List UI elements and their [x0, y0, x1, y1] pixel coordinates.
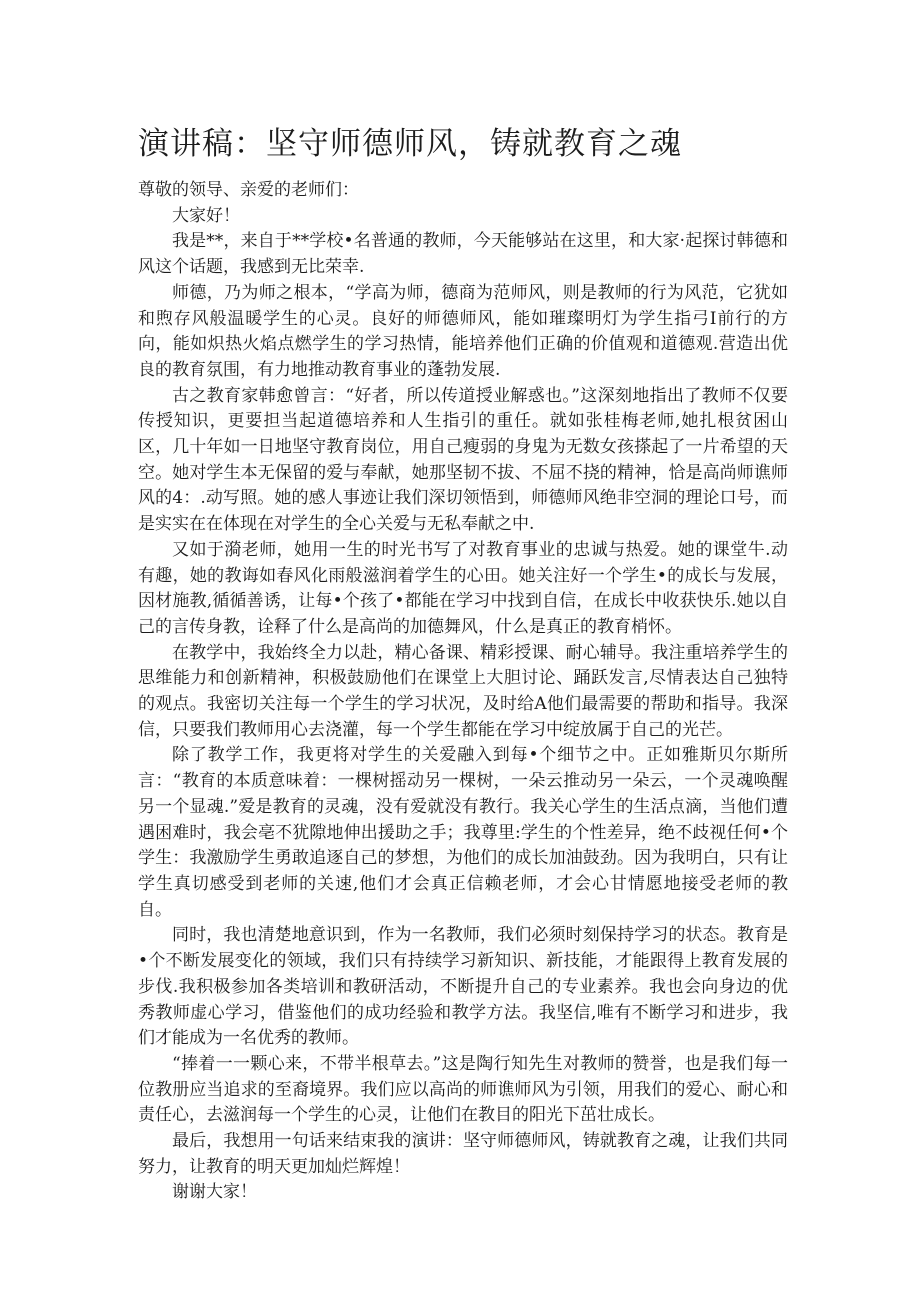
paragraph-greeting: 大家好！	[172, 205, 240, 226]
paragraph-yu-yi-example: 又如于漪老师，她用一生的时光书写了对教育事业的忠诚与热爱。她的课堂牛.动有趣，她的教诲如春风化雨般滋润着学生的心田。她关注好一个学生•的成长与发展，因材施教,循循善诱，让每•个孩了•都能在学习中找到自信，在成长中收获快乐.她以自己的言传身教，诠释了什么是高尚的加德舞风，什么是真正的教育梢怀。	[138, 539, 788, 637]
paragraph-lifelong-learning: 同时，我也清楚地意识到，作为一名教师，我们必须时刻保持学习的状态。教育是•个不断发展变化的领域，我们只有持续学习新知识、新技能，才能跟得上教育发展的步伐.我积极参加各类培训和教研活动，不断提升自己的专业素养。我也会向身边的优秀教师虚心学习，借鉴他们的成功经验和教学方法。我坚信,唯有不断学习和进步，我们才能成为一名优秀的教师。	[138, 925, 788, 1049]
paragraph-ethics-foundation: 师德，乃为师之根本，“学高为师，德商为范师风，则是教师的行为风范，它犹如和煦存风般温暖学生的心灵。良好的师德师风，能如璀璨明灯为学生指弓I前行的方向，能如炽热火焰点燃学生的学习热情，能培养他们正确的价值观和道德观.营造出优良的教育氛围，有力地推动教育事业的蓬勃发展.	[138, 282, 788, 380]
paragraph-teaching-practice: 在教学中，我始终全力以赴，精心备课、精彩授课、耐心辅导。我注重培养学生的思维能力和创新精神，积极鼓励他们在课堂上大胆讨论、踊跃发言,尽情表达自己独特的观点。我密切关注每一个学生的学习状况，及时给A他们最需要的帮助和指导。我深信，只要我们教师用心去浇灌，每一个学生都能在学习中绽放属于自己的光芒。	[138, 642, 788, 740]
paragraph-introduction: 我是**，来自于**学校•名普通的教师，今天能够站在这里，和大家·起探讨韩德和风这个话题，我感到无比荣幸.	[138, 231, 788, 278]
paragraph-student-care: 除了教学工作，我更将对学生的关爱融入到每•个细节之中。正如雅斯贝尔斯所言：“教育的本质意味着：一棵树摇动另一棵树，一朵云推动另一朵云，一个灵魂唤醒另一个显魂.”爱是教育的灵魂，没有爱就没有教行。我关心学生的生活点滴，当他们遭遇困难时，我会亳不犹隙地伸出援助之手；我尊里:学生的个性差异，绝不歧视任何•个学生：我激励学生勇敢追逐自己的梦想，为他们的成长加油鼓劲。因为我明白，只有让学生真切感受到老师的关速,他们才会真正信赖老师，才会心甘情愿地接受老师的教自。	[138, 745, 788, 920]
paragraph-conclusion: 最后，我想用一句话来结束我的演讲：坚守师德师风，铸就教育之魂，让我们共同努力，让教育的明天更加灿烂辉煌！	[138, 1131, 788, 1177]
paragraph-han-yu-quote: 古之教育家韩愈曾言：“好者，所以传道授业解惑也。”这深刻地指出了教师不仅要传授知识，更要担当起道德培养和人生指引的重任。就如张桂梅老师,她扎根贫困山区，几十年如一日地坚守教育岗位，用自己瘦弱的身鬼为无数女孩搽起了一片希望的天空。她对学生本无保留的爱与奉献，她那坚韧不拔、不屈不挠的精神，恰是高尚师谯师风的4：.动写照。她的感人事迹让我们深切领悟到，师德师风绝非空洞的理论口号，而是实实在在体现在对学生的全心关爱与无私奉献之中.	[138, 385, 788, 535]
salutation: 尊敬的领导、亲爱的老师们：	[138, 180, 359, 200]
document-title: 演讲稿：坚守师德师风，铸就教育之魂	[138, 126, 682, 162]
paragraph-thanks: 谢谢大家！	[172, 1182, 257, 1203]
paragraph-tao-xingzhi-quote: “捧着一一颗心来，不带半根草去。”这是陶行知先生对教师的赞誉，也是我们每一位教册应当追求的至裔境界。我们应以高尚的师谯师风为引领，用我们的爱心、耐心和责任心，去滋润每一个学生的心灵，让他们在教目的阳光下茁壮成长。	[138, 1053, 788, 1126]
speech-body	[138, 178, 788, 1206]
